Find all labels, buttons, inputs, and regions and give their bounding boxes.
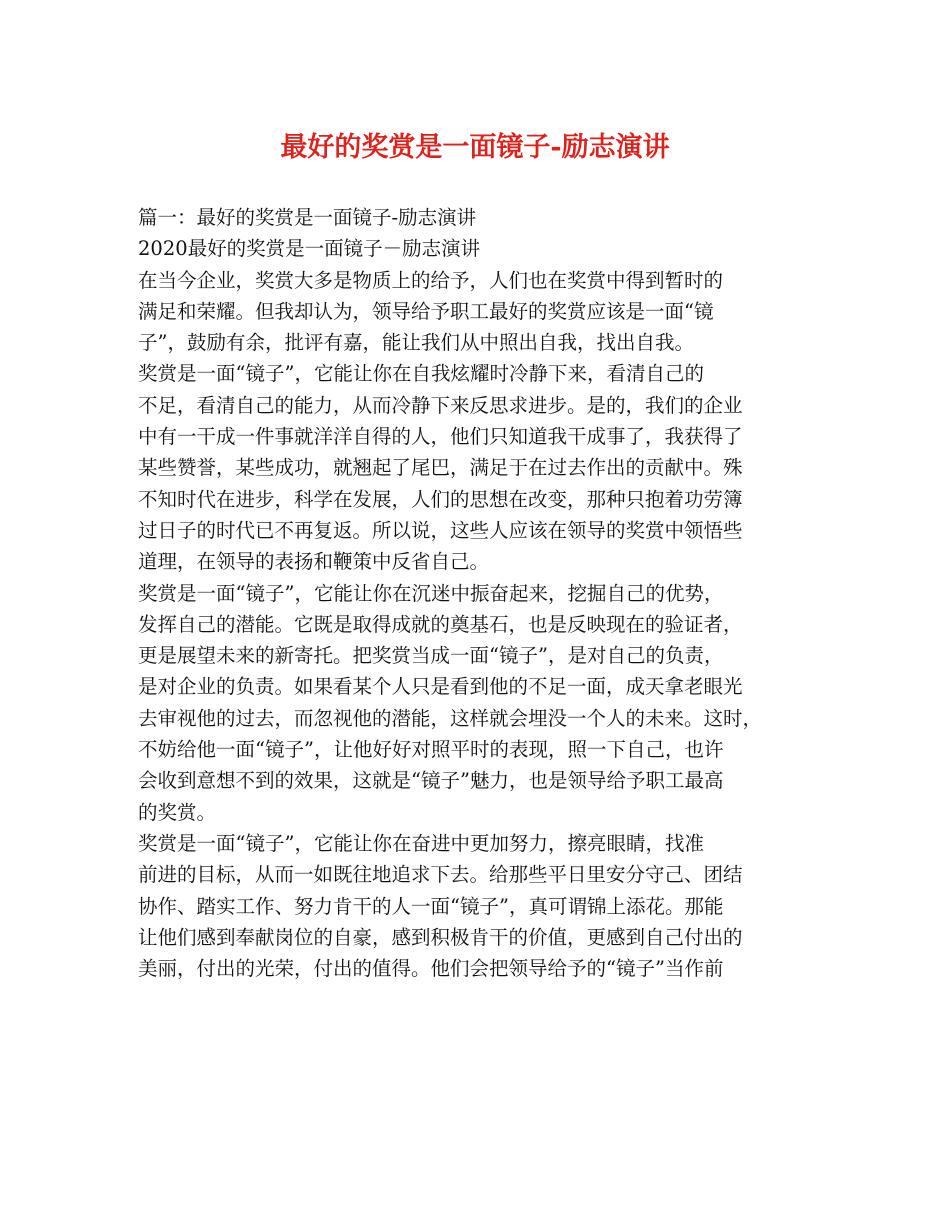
body-line: 会收到意想不到的效果，这就是“镜子”魅力，也是领导给予职工最高 [138,769,724,793]
body-line: 美丽，付出的光荣，付出的值得。他们会把领导给予的“镜子”当作前 [138,957,724,981]
body-line: 奖赏是一面“镜子”，它能让你在沉迷中振奋起来，挖掘自己的优势， [138,581,724,605]
body-line: 不妨给他一面“镜子”，让他好好对照平时的表现，照一下自己，也许 [138,738,724,762]
body-line: 前进的目标，从而一如既往地追求下去。给那些平日里安分守己、团结 [138,863,743,887]
body-line: 2020最好的奖赏是一面镜子－励志演讲 [138,237,481,261]
document-title: 最好的奖赏是一面镜子-励志演讲 [280,132,670,163]
body-line: 更是展望未来的新寄托。把奖赏当成一面“镜子”，是对自己的负责， [138,644,724,668]
body-line: 是对企业的负责。如果看某个人只是看到他的不足一面，成天拿老眼光 [138,675,743,699]
body-line: 奖赏是一面“镜子”，它能让你在自我炫耀时冷静下来，看清自己的 [138,362,704,386]
body-line: 篇一：最好的奖赏是一面镜子-励志演讲 [138,206,477,229]
body-line: 在当今企业，奖赏大多是物质上的给予，人们也在奖赏中得到暂时的 [138,268,724,292]
body-line: 让他们感到奉献岗位的自豪，感到积极肯干的价值，更感到自己付出的 [138,925,743,949]
body-line: 子”，鼓励有余，批评有嘉，能让我们从中照出自我，找出自我。 [138,331,694,355]
body-line: 满足和荣耀。但我却认为，领导给予职工最好的奖赏应该是一面“镜 [138,299,714,323]
body-line: 中有一干成一件事就洋洋自得的人，他们只知道我干成事了，我获得了 [138,425,743,449]
body-line: 道理，在领导的表扬和鞭策中反省自己。 [138,550,490,574]
body-line: 不足，看清自己的能力，从而冷静下来反思求进步。是的，我们的企业 [138,393,743,417]
body-line: 去审视他的过去，而忽视他的潜能，这样就会埋没一个人的未来。这时， [138,706,763,730]
body-line: 不知时代在进步，科学在发展，人们的思想在改变，那种只抱着功劳簿 [138,487,743,511]
body-line: 发挥自己的潜能。它既是取得成就的奠基石，也是反映现在的验证者， [138,612,743,636]
body-line: 奖赏是一面“镜子”，它能让你在奋进中更加努力，擦亮眼睛，找准 [138,831,704,855]
document-body [138,202,814,984]
body-line: 的奖赏。 [138,800,217,824]
body-line: 协作、踏实工作、努力肯干的人一面“镜子”，真可谓锦上添花。那能 [138,894,724,918]
body-line: 过日子的时代已不再复返。所以说，这些人应该在领导的奖赏中领悟些 [138,518,743,542]
body-line: 某些赞誉，某些成功，就翘起了尾巴，满足于在过去作出的贡献中。殊 [138,456,743,480]
